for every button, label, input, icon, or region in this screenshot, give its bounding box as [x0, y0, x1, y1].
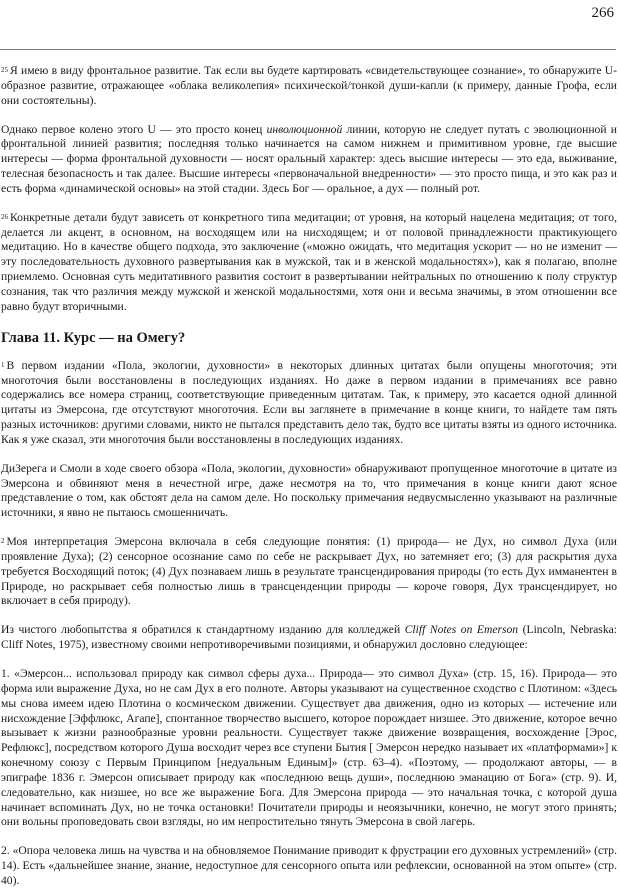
footnote-text: Я имею в виду фронтальное развитие. Так если вы будете картировать «свидетельствующее сознание», то обнаружите U-образное развитие, отражающее «облака великолепия» психической/тонкой души-капли (к примеру, данные Грофа, если они состоятельны).: [1, 64, 617, 107]
text-run: (Lincoln, Nebraska: Cliff Notes, 1975), известному своими непротиворечивыми позициями, и обнаружил дословно следующее:: [1, 623, 617, 652]
header-rule: [0, 49, 616, 50]
list-item-2: [1, 844, 617, 889]
page-number: 266: [591, 5, 614, 21]
list-item-text: 2. «Опора человека лишь на чувства и на обновляемое Понимание приводит к фрустрации его духовных устремлений» (стр. 14). Есть «дальнейшее знание, знание, недоступное для сенсорного опыта или рефлексии, основанной на этом опыте» (стр. 40).: [1, 844, 617, 887]
footnote-marker: 2: [1, 537, 5, 546]
list-item-1: [1, 667, 617, 830]
footnote-1: [1, 359, 617, 448]
book-title: Cliff Notes on Emerson: [404, 623, 519, 637]
footnote-marker: 1: [1, 360, 5, 369]
page-content: [1, 64, 617, 889]
footnote-marker: 25: [1, 66, 8, 74]
italic-term: инволюционной: [266, 122, 343, 136]
text-run: Однако первое колено этого U — это просто конец: [1, 122, 267, 136]
text-run: линии, которую не следует путать с эволюционной и фронтальной линией развития; последняя только начинается на самом нижнем и примитивном уровне, где высшие интересы — форма фронтальной духовности — носят оральный характер: здесь высшие интересы — это еда, выживание, телесная безопасность и так далее. Высшие интересы «первоначальной внедренности» — это просто пища, и это как раз и есть форма «динамической основы» на этой стадии. Здесь Бог — оральное, а дух — полный рот.: [1, 122, 617, 195]
chapter-heading: Глава 11. Курс — на Омегу?: [1, 329, 186, 346]
footnote-25: [1, 64, 617, 109]
footnote-text: Моя интерпретация Эмерсона включала в себя следующие понятия: (1) природа— не Дух, но символ Духа (или проявление Духа); (2) сенсорное осознание само по себе не раскрывает Дух, но затемняет его; (3) для раскрытия духа требуется Восходящий поток; (4) Дух познаваем лишь в результате трансцендирования природы (то есть Дух имманентен в Природе, но раскрывает себя полностью лишь в трансценденции природы — короче говоря, Дух трансцендирует, но включает в себя природу).: [1, 535, 617, 608]
paragraph-dizerega: [1, 462, 617, 521]
paragraph-text: ДиЗерега и Смоли в ходе своего обзора «Пола, экологии, духовности» обнаруживают пропущенное многоточие в цитате из Эмерсона и обвиняют меня в нечестной игре, даже несмотря на то, что примечания в конце книги дают ясное представление о том, как обстоят дела на самом деле. Но поскольку примечания недвусмысленно указывают на различные источники, я явно не пытаюсь смошенничать.: [1, 461, 617, 520]
paragraph-u-curve: [1, 123, 617, 197]
footnote-text: В первом издании «Пола, экологии, духовности» в некоторых длинных цитатах были опущены многоточия; эти многоточия были восстановлены в последующих изданиях. Но даже в первом издании в примечаниях все равно содержались все номера страниц, соответствующие приведенным цитатам. Так, к примеру, это касается одной длинной цитаты из Эмерсона, где отсутствуют многоточия. Если вы заглянете в примечание в конце книги, то найдете там пять разных источников: другими словами, никто не пытался представить дело так, будто все цитаты взяты из одного источника. Как я уже сказал, эти многоточия были восстановлены в последующих изданиях.: [1, 358, 617, 446]
footnote-text: Конкретные детали будут зависеть от конкретного типа медитации; от уровня, на который нацелена медитация; от того, делается ли акцент, в основном, на восходящем или на нисходящем; и от половой принадлежности практикующего медитацию. Но в качестве общего подхода, это заключение («можно ожидать, что медитация ускорит — но не изменит — эту последовательность духовного развертывания как в мужской, так и в женской модальностях»), как я полагаю, вполне приемлемо. Основная суть медитативного развития состоит в развертывании нейтральных по отношению к полу структур сознания, так что различия между мужской и женской модальностями, хотя они и весьма значимы, в этом отношении все равно будут вторичными.: [1, 210, 617, 313]
paragraph-cliff-notes: [1, 623, 617, 653]
footnote-2: [1, 535, 617, 609]
list-item-text: 1. «Эмерсон... использовал природу как символ сферы духа... Природа— это символ Духа» (стр. 15, 16). Природа— это форма или выражение Духа, но не сам Дух в его полноте. Авторы указывают на существенное сходство с Плотином: «Здесь мы снова имеем идею Плотина о космическом движении. Существует два движения, одно из которых — истечение или нисхождение [Эффлюкс, Агапе], спонтанное творчество высшего, которое порождает низшее. Это движение, которое вечно вызывает к жизни разнообразные уровни реальности. Существует также движение возвращения, восхождение [Эрос, Рефлюкс], посредством которого Душа восходит через все ступени Бытия [ Эмерсон нередко называет их «платформами»] к конечному союзу с Первым Принципом [недуальным Единым]» (стр. 63–4). «Поэтому, — продолжают авторы, — в эпиграфе 1836 г. Эмерсон описывает природу как «последнюю вещь души», последнюю эманацию от Бога» (стр. 9). И, следовательно, как низшее, но все же выражение Бога. Для Эмерсона природа — это начальная точка, с которой душа начинает вспоминать Дух, но не точка остановки! Почитатели природы и неоязычники, конечно, не могут этого принять; они вольны проповедовать свои взгляды, но им непростительно тянуть Эмерсона в свой лагерь.: [1, 667, 617, 829]
footnote-marker: 26: [1, 212, 8, 221]
footnote-26: [1, 211, 617, 315]
text-run: Из чистого любопытства я обратился к стандартному изданию для колледжей: [1, 623, 405, 637]
